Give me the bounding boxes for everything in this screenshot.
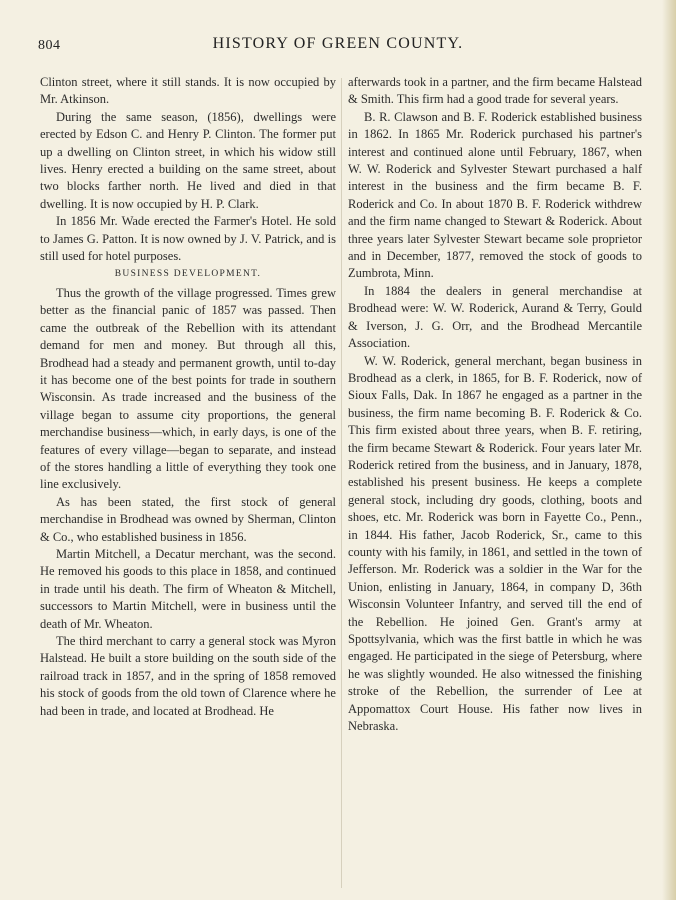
right-column: [348, 74, 642, 735]
section-heading: BUSINESS DEVELOPMENT.: [114, 269, 262, 280]
paragraph: B. R. Clawson and B. F. Roderick established business in 1862. In 1865 Mr. Roderick purchased his partner's interest and continued alone until February, 1867, when W. W. Roderick and Sylvester Stewart purchased a half interest in the business and the firm became B. F. Roderick and Co. In about 1870 B. F. Roderick withdrew and the firm name changed to Stewart & Roderick. About three years later Sylvester Stewart became sole proprietor and in December, 1877, removed the stock of goods to Zumbrota, Minn.: [348, 109, 642, 281]
paragraph: As has been stated, the first stock of general merchandise in Brodhead was owned by Sherman, Clinton & Co., who established business in 1856.: [40, 494, 336, 544]
paragraph: During the same season, (1856), dwellings were erected by Edson C. and Henry P. Clinton. The former put up a dwelling on Clinton street, in which his widow still lives. Henry erected a building on the same street, about two blocks farther north. He lived and died in that dwelling. It is now occupied by H. P. Clark.: [40, 109, 336, 211]
running-head: HISTORY OF GREEN COUNTY.: [212, 35, 464, 52]
left-column: [40, 74, 336, 720]
column-divider: [341, 78, 342, 888]
paragraph: In 1884 the dealers in general merchandise at Brodhead were: W. W. Roderick, Aurand & Terry, Gould & Iverson, J. G. Orr, and the Brodhead Mercantile Association.: [348, 283, 642, 351]
paragraph: Clinton street, where it still stands. It is now occupied by Mr. Atkinson.: [40, 75, 336, 107]
paragraph: The third merchant to carry a general stock was Myron Halstead. He built a store building on the south side of the railroad track in 1857, and in the spring of 1858 removed his stock of goods from the old town of Clarence where he had been in trade, and located at Brodhead. He: [40, 634, 336, 718]
paragraph: Martin Mitchell, a Decatur merchant, was the second. He removed his goods to this place in 1858, and continued in trade until his death. The firm of Wheaton & Mitchell, successors to Martin Mitchell, were in business until the death of Mr. Wheaton.: [40, 546, 336, 631]
paragraph: afterwards took in a partner, and the firm became Halstead & Smith. This firm had a good trade for several years.: [348, 75, 642, 107]
page-number: 804: [38, 38, 61, 53]
paragraph: In 1856 Mr. Wade erected the Farmer's Hotel. He sold to James G. Patton. It is now owned by J. V. Patrick, and is still used for hotel purposes.: [40, 214, 336, 264]
page-edge-shadow: [662, 0, 676, 900]
paragraph: W. W. Roderick, general merchant, began business in Brodhead as a clerk, in 1865, for B. F. Roderick, now of Sioux Falls, Dak. In 1867 he engaged as a partner in the business, the firm name becoming B. F. Roderick & Co. This firm existed about three years, when B. F. retiring, the firm became Stewart & Roderick. Four years later Mr. Roderick retired from the business, and in January, 1878, established his present business. He keeps a complete general stock, including dry goods, clothing, boots and shoes, etc. Mr. Roderick was born in Fayette Co., Penn., in 1844. His father, Jacob Roderick, Sr., came to this county with his family, in 1861, and settled in the town of Jefferson. Mr. Roderick was a soldier in the War for the Union, enlisting in January, 1864, in company D, 36th Wisconsin Volunteer Infantry, and served till the end of the Rebellion. He joined Gen. Grant's army at Spottsylvania, which was the first battle in which he was engaged. He participated in the siege of Petersburg, where he was slightly wounded. He also witnessed the finishing stroke of the Rebellion, the surrender of Lee at Appomattox Court House. His father now lives in Nebraska.: [348, 353, 642, 734]
paragraph: Thus the growth of the village progressed. Times grew better as the financial panic of 1857 was passed. Then came the outbreak of the Rebellion with its attendant demand for men and money. But through all this, Brodhead had a steady and permanent growth, until to-day it has become one of the best points for trade in southern Wisconsin. As trade increased and the business of the village began to assume city proportions, the general merchandise business—which, in early days, is one of the features of every village—began to separate, and instead of the stores handling a little of everything they took one line exclusively.: [40, 285, 336, 492]
